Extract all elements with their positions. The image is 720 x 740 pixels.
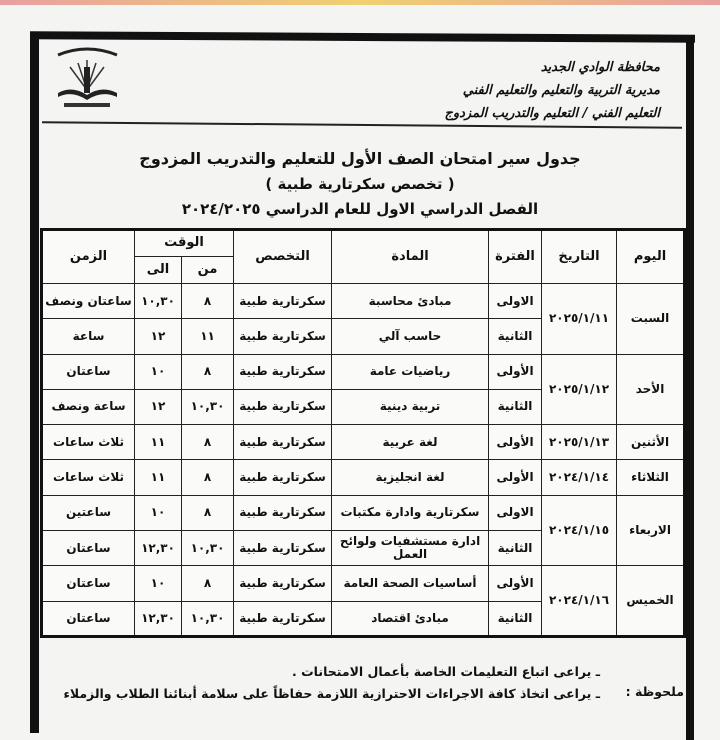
department-name: التعليم الفني / التعليم والتدريب المزدوج <box>444 106 660 121</box>
note-item-2: ـ يراعى اتخاذ كافة الاجراءات الاحترازية اللازمة حفاظاً على سلامة أبنائنا الطلاب والزملاء <box>63 686 600 701</box>
date-cell: ٢٠٢٤/١/١٥ <box>542 495 617 566</box>
duration-cell: ثلاث ساعات <box>42 425 135 460</box>
table-row <box>42 284 685 319</box>
time-to-cell: ١٠ <box>135 495 182 530</box>
period-cell: الثانية <box>489 319 542 354</box>
specialization-cell: سكرتارية طبية <box>234 495 332 530</box>
subject-cell: سكرتارية وادارة مكتبات <box>332 495 489 530</box>
time-to-cell: ١٠,٣٠ <box>135 284 182 319</box>
duration-cell: ساعتين <box>42 495 135 530</box>
duration-cell: ساعتان <box>42 354 135 389</box>
date-cell: ٢٠٢٥/١/١٢ <box>542 354 617 425</box>
table-row <box>42 425 685 460</box>
time-to-cell: ١٢,٣٠ <box>135 601 182 636</box>
time-from-cell: ٨ <box>182 460 234 495</box>
notes-label: ملحوظة : <box>625 684 684 699</box>
note-item-1: ـ يراعى اتباع التعليمات الخاصة بأعمال الامتحانات . <box>292 664 600 679</box>
time-from-cell: ١٠,٣٠ <box>182 531 234 566</box>
header-subject: المادة <box>332 230 489 284</box>
period-cell: الأولى <box>489 354 542 389</box>
header-date: التاريخ <box>542 230 617 284</box>
specialization-cell: سكرتارية طبية <box>234 284 332 319</box>
specialization-cell: سكرتارية طبية <box>234 425 332 460</box>
time-to-cell: ١٢ <box>135 319 182 354</box>
header-from: من <box>182 257 234 284</box>
period-cell: الثانية <box>489 531 542 566</box>
period-cell: الثانية <box>489 601 542 636</box>
specialization-cell: سكرتارية طبية <box>234 566 332 601</box>
table-row <box>42 354 685 389</box>
header-specialization: التخصص <box>234 230 332 284</box>
period-cell: الأولى <box>489 566 542 601</box>
term-title: الفصل الدراسي الاول للعام الدراسي ٢٠٢٤/٢٠٢٥ <box>181 200 539 218</box>
time-to-cell: ١٢ <box>135 389 182 424</box>
subject-cell: تربية دينية <box>332 389 489 424</box>
duration-cell: ساعتان ونصف <box>42 284 135 319</box>
period-cell: الأولى <box>489 425 542 460</box>
specialization-cell: سكرتارية طبية <box>234 319 332 354</box>
subject-cell: مبادئ اقتصاد <box>332 601 489 636</box>
time-from-cell: ٨ <box>182 284 234 319</box>
duration-cell: ساعتان <box>42 601 135 636</box>
specialization-cell: سكرتارية طبية <box>234 354 332 389</box>
table-row <box>42 495 685 530</box>
time-from-cell: ١٠,٣٠ <box>182 601 234 636</box>
directorate-logo <box>50 45 125 113</box>
period-cell: الاولى <box>489 495 542 530</box>
header-divider <box>42 121 682 129</box>
time-from-cell: ٨ <box>182 354 234 389</box>
day-cell: السبت <box>617 284 685 355</box>
schedule-title: جدول سير امتحان الصف الأول للتعليم والتدريب المزدوج <box>139 149 581 168</box>
time-to-cell: ١٢,٣٠ <box>135 531 182 566</box>
specialization-cell: سكرتارية طبية <box>234 601 332 636</box>
frame-border-top <box>30 31 695 42</box>
subject-cell: لغة عربية <box>332 425 489 460</box>
header-to: الى <box>135 257 182 284</box>
table-row <box>42 460 685 495</box>
day-cell: الخميس <box>617 566 685 637</box>
frame-border-right <box>686 40 694 740</box>
day-cell: الأثنين <box>617 425 685 460</box>
table-body <box>42 284 685 637</box>
date-cell: ٢٠٢٥/١/١٣ <box>542 425 617 460</box>
subject-cell: أساسيات الصحة العامة <box>332 566 489 601</box>
period-cell: الأولى <box>489 460 542 495</box>
time-from-cell: ١١ <box>182 319 234 354</box>
time-from-cell: ٨ <box>182 566 234 601</box>
specialization-cell: سكرتارية طبية <box>234 531 332 566</box>
duration-cell: ساعة <box>42 319 135 354</box>
specialization-cell: سكرتارية طبية <box>234 389 332 424</box>
period-cell: الاولى <box>489 284 542 319</box>
time-from-cell: ٨ <box>182 495 234 530</box>
header-duration: الزمن <box>42 230 135 284</box>
frame-border-left <box>30 33 39 733</box>
exam-schedule-table <box>40 228 686 638</box>
subject-cell: حاسب آلي <box>332 319 489 354</box>
time-from-cell: ٨ <box>182 425 234 460</box>
governorate-name: محافظة الوادي الجديد <box>540 60 660 75</box>
directorate-name: مديرية التربية والتعليم والتعليم الفني <box>462 83 660 98</box>
duration-cell: ساعتان <box>42 566 135 601</box>
day-cell: الأحد <box>617 354 685 425</box>
duration-cell: ساعتان <box>42 531 135 566</box>
time-to-cell: ١٠ <box>135 354 182 389</box>
header-time: الوقت <box>135 230 234 257</box>
time-from-cell: ١٠,٣٠ <box>182 389 234 424</box>
date-cell: ٢٠٢٤/١/١٤ <box>542 460 617 495</box>
time-to-cell: ١١ <box>135 460 182 495</box>
time-to-cell: ١١ <box>135 425 182 460</box>
header-period: الفترة <box>489 230 542 284</box>
subject-cell: مبادئ محاسبة <box>332 284 489 319</box>
subject-cell: ادارة مستشفيات ولوائح العمل <box>332 531 489 566</box>
time-to-cell: ١٠ <box>135 566 182 601</box>
period-cell: الثانية <box>489 389 542 424</box>
duration-cell: ساعة ونصف <box>42 389 135 424</box>
specialization-title: ( تخصص سكرتارية طبية ) <box>265 175 455 193</box>
subject-cell: رياضيات عامة <box>332 354 489 389</box>
table-row <box>42 566 685 601</box>
duration-cell: ثلاث ساعات <box>42 460 135 495</box>
day-cell: الثلاثاء <box>617 460 685 495</box>
header-day: اليوم <box>617 230 685 284</box>
specialization-cell: سكرتارية طبية <box>234 460 332 495</box>
date-cell: ٢٠٢٤/١/١٦ <box>542 566 617 637</box>
subject-cell: لغة انجليزية <box>332 460 489 495</box>
top-color-stripe <box>0 0 720 5</box>
day-cell: الاربعاء <box>617 495 685 566</box>
date-cell: ٢٠٢٥/١/١١ <box>542 284 617 355</box>
